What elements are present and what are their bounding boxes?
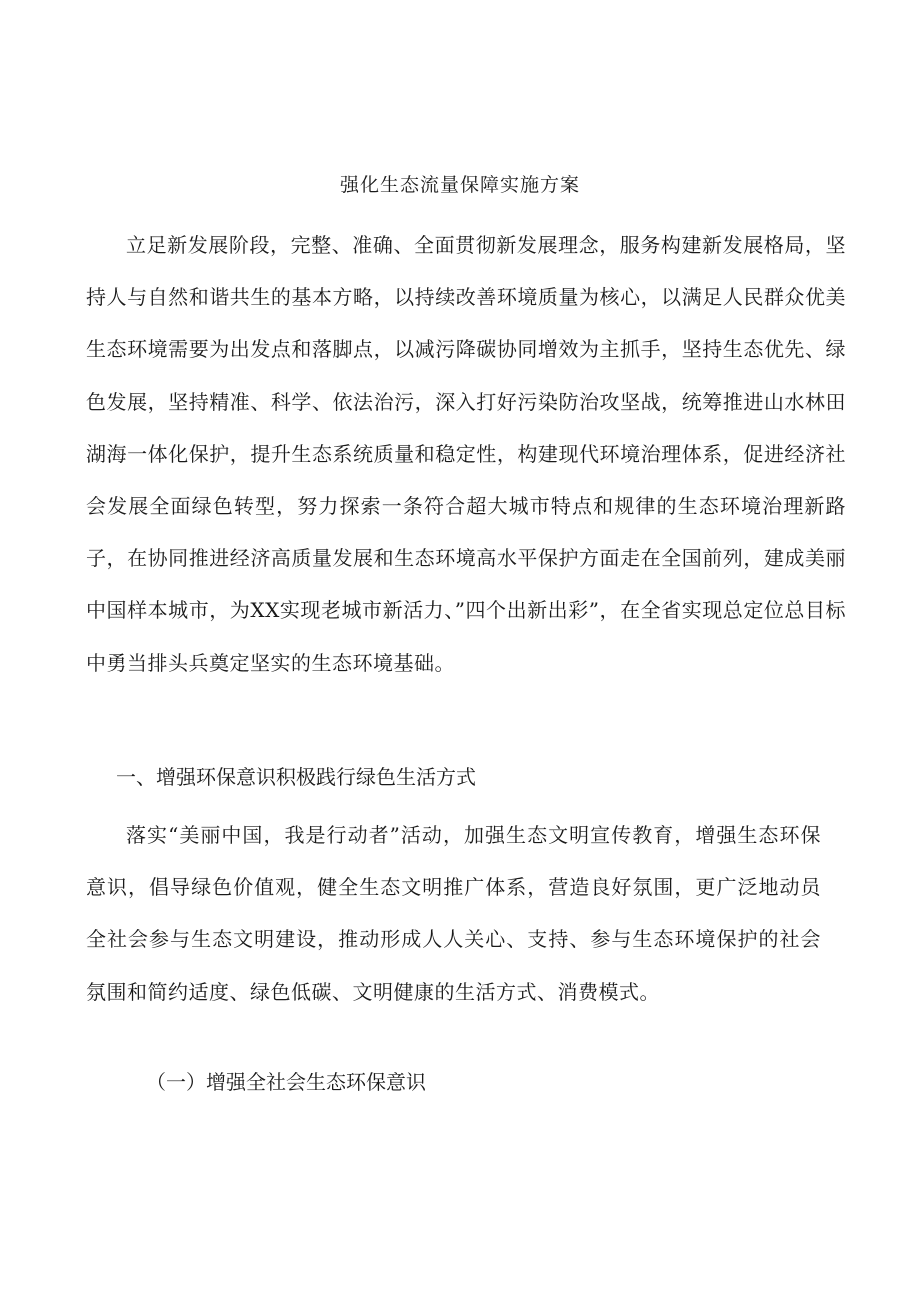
intro-paragraph: 立足新发展阶段，完整、准确、全面贯彻新发展理念，服务构建新发展格局，坚持人与自然和谐共生的基本方略，以持续改善环境质量为核心，以满足人民群众优美生态环境需要为出发点和落脚点，以减污降碳协同增效为主抓手，坚持生态优先、绿色发展，坚持精准、科学、依法治污，深入打好污染防治攻坚战，统筹推进山水林田湖海一体化保护，提升生态系统质量和稳定性，构建现代环境治理体系，促进经济社会发展全面绿色转型，努力探索一条符合超大城市特点和规律的生态环境治理新路子，在协同推进经济高质量发展和生态环境高水平保护方面走在全国前列，建成美丽中国样本城市，为XX实现老城市新活力、”四个出新出彩”，在全省实现总定位总目标中勇当排头兵奠定坚实的生态环境基础。	[86, 233, 846, 675]
section-heading: 一、增强环保意识积极践行绿色生活方式	[116, 765, 476, 789]
section-paragraph: 落实“美丽中国，我是行动者”活动，加强生态文明宣传教育，增强生态环保意识，倡导绿色价值观，健全生态文明推广体系，营造良好氛围，更广泛地动员全社会参与生态文明建设，推动形成人人关心、支持、参与生态环境保护的社会氛围和简约适度、绿色低碳、文明健康的生活方式、消费模式。	[86, 823, 821, 1004]
document-title: 强化生态流量保障实施方案	[339, 174, 580, 196]
subsection-heading: （一）增强全社会生态环保意识	[146, 1070, 426, 1094]
